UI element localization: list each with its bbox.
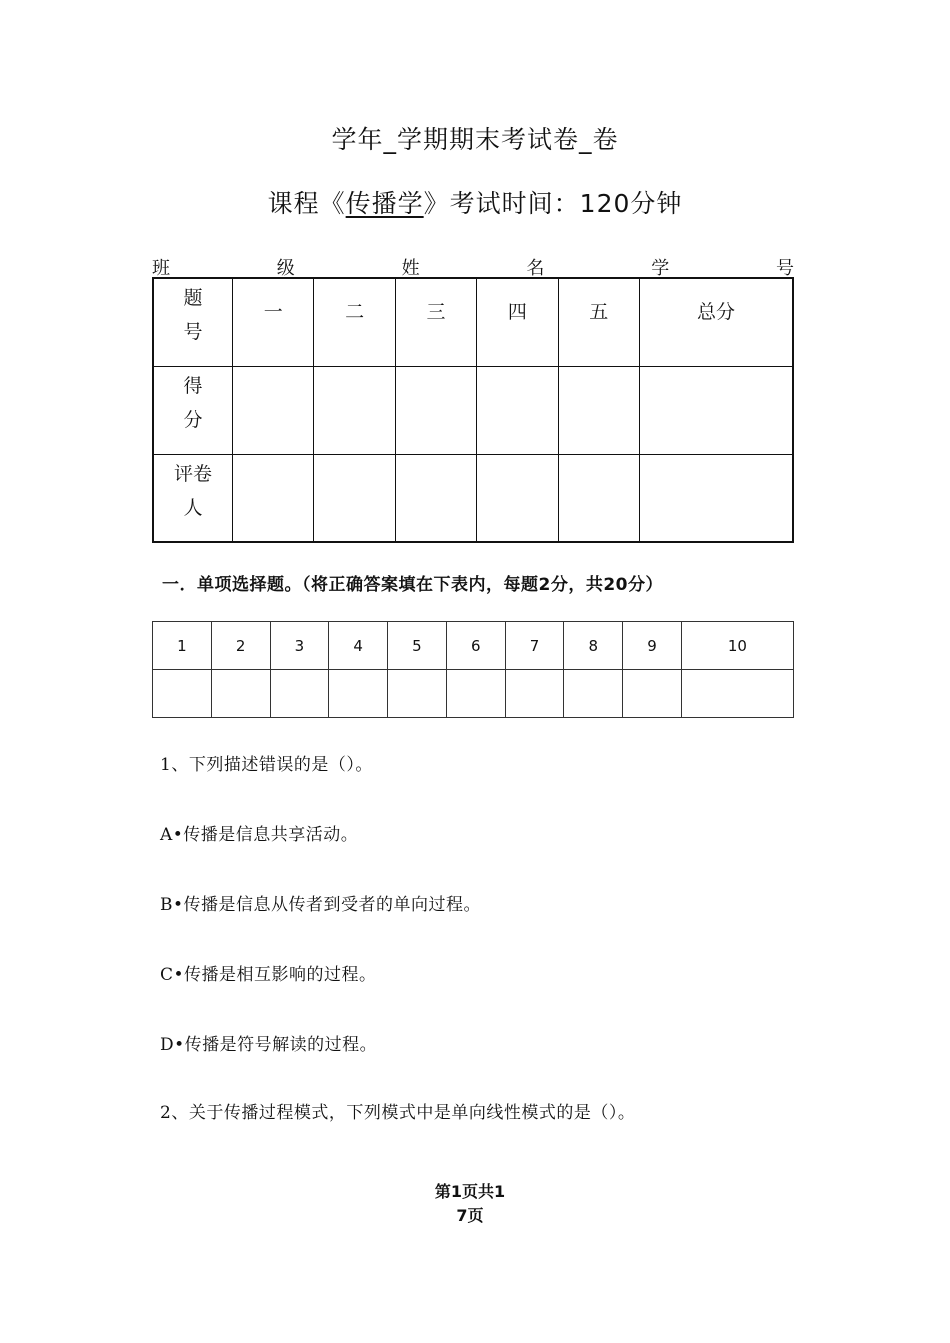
answer-cell[interactable] (564, 670, 623, 718)
col-header-total: 总分 (639, 278, 793, 366)
score-table-header-row (153, 278, 793, 366)
page-footer (0, 1180, 940, 1228)
row-header-grader: 评卷 人 (153, 454, 233, 542)
question-2: 2、关于传播过程模式，下列模式中是单向线性模式的是（）。 (160, 1103, 636, 1123)
answer-number: 6 (446, 622, 505, 670)
score-row (153, 366, 793, 454)
answer-cell[interactable] (211, 670, 270, 718)
grader-cell[interactable] (477, 454, 558, 542)
answer-number: 3 (270, 622, 329, 670)
info-char: 号 (775, 258, 794, 279)
score-cell[interactable] (395, 366, 476, 454)
question-1-option-d: D•传播是符号解读的过程。 (160, 1035, 378, 1055)
course-name: 传播学 (345, 189, 424, 218)
answer-cell[interactable] (623, 670, 682, 718)
score-cell[interactable] (477, 366, 558, 454)
col-header: 四 (477, 278, 558, 366)
answer-cell[interactable] (505, 670, 564, 718)
course-title-suffix: 》考试时间：120分钟 (423, 189, 683, 218)
info-char: 姓 (401, 258, 420, 279)
info-char: 学 (651, 258, 670, 279)
page-number-line1: 第1页共1 (434, 1182, 506, 1201)
answer-number: 1 (153, 622, 212, 670)
col-header: 二 (314, 278, 395, 366)
grader-cell[interactable] (233, 454, 314, 542)
col-header: 五 (558, 278, 639, 366)
answer-number: 8 (564, 622, 623, 670)
col-header: 三 (395, 278, 476, 366)
course-title (0, 184, 950, 220)
answer-cell[interactable] (270, 670, 329, 718)
question-1-option-a: A•传播是信息共享活动。 (160, 825, 359, 845)
section-heading: 一．单项选择题。（将正确答案填在下表内，每题2分，共20分） (162, 575, 663, 595)
answer-number: 4 (329, 622, 388, 670)
course-title-prefix: 课程《 (267, 189, 346, 218)
answer-number-row (153, 622, 794, 670)
question-1: 1、下列描述错误的是（）。 (160, 755, 373, 775)
answer-cell[interactable] (681, 670, 793, 718)
answer-number: 7 (505, 622, 564, 670)
page-number-line2: 7页 (456, 1206, 484, 1225)
col-header: 一 (233, 278, 314, 366)
exam-title: 学年_学期期末考试卷_卷 (331, 125, 619, 154)
score-cell[interactable] (314, 366, 395, 454)
answer-cell[interactable] (153, 670, 212, 718)
grader-cell[interactable] (639, 454, 793, 542)
score-cell[interactable] (639, 366, 793, 454)
question-1-option-c: C•传播是相互影响的过程。 (160, 965, 377, 985)
row-header-question-no: 题 号 (153, 278, 233, 366)
answer-blank-row (153, 670, 794, 718)
grader-cell[interactable] (558, 454, 639, 542)
answer-cell[interactable] (446, 670, 505, 718)
info-char: 级 (276, 258, 295, 279)
answer-number: 2 (211, 622, 270, 670)
score-cell[interactable] (558, 366, 639, 454)
row-header-score: 得 分 (153, 366, 233, 454)
answer-cell[interactable] (388, 670, 447, 718)
info-char: 班 (152, 258, 170, 279)
answer-number: 10 (681, 622, 793, 670)
grader-cell[interactable] (395, 454, 476, 542)
info-char: 名 (526, 258, 545, 279)
score-cell[interactable] (233, 366, 314, 454)
answer-number: 5 (388, 622, 447, 670)
answer-number: 9 (623, 622, 682, 670)
grader-row (153, 454, 793, 542)
answer-cell[interactable] (329, 670, 388, 718)
score-table (152, 277, 794, 543)
grader-cell[interactable] (314, 454, 395, 542)
answer-table (152, 621, 794, 718)
question-1-option-b: B•传播是信息从传者到受者的单向过程。 (160, 895, 482, 915)
